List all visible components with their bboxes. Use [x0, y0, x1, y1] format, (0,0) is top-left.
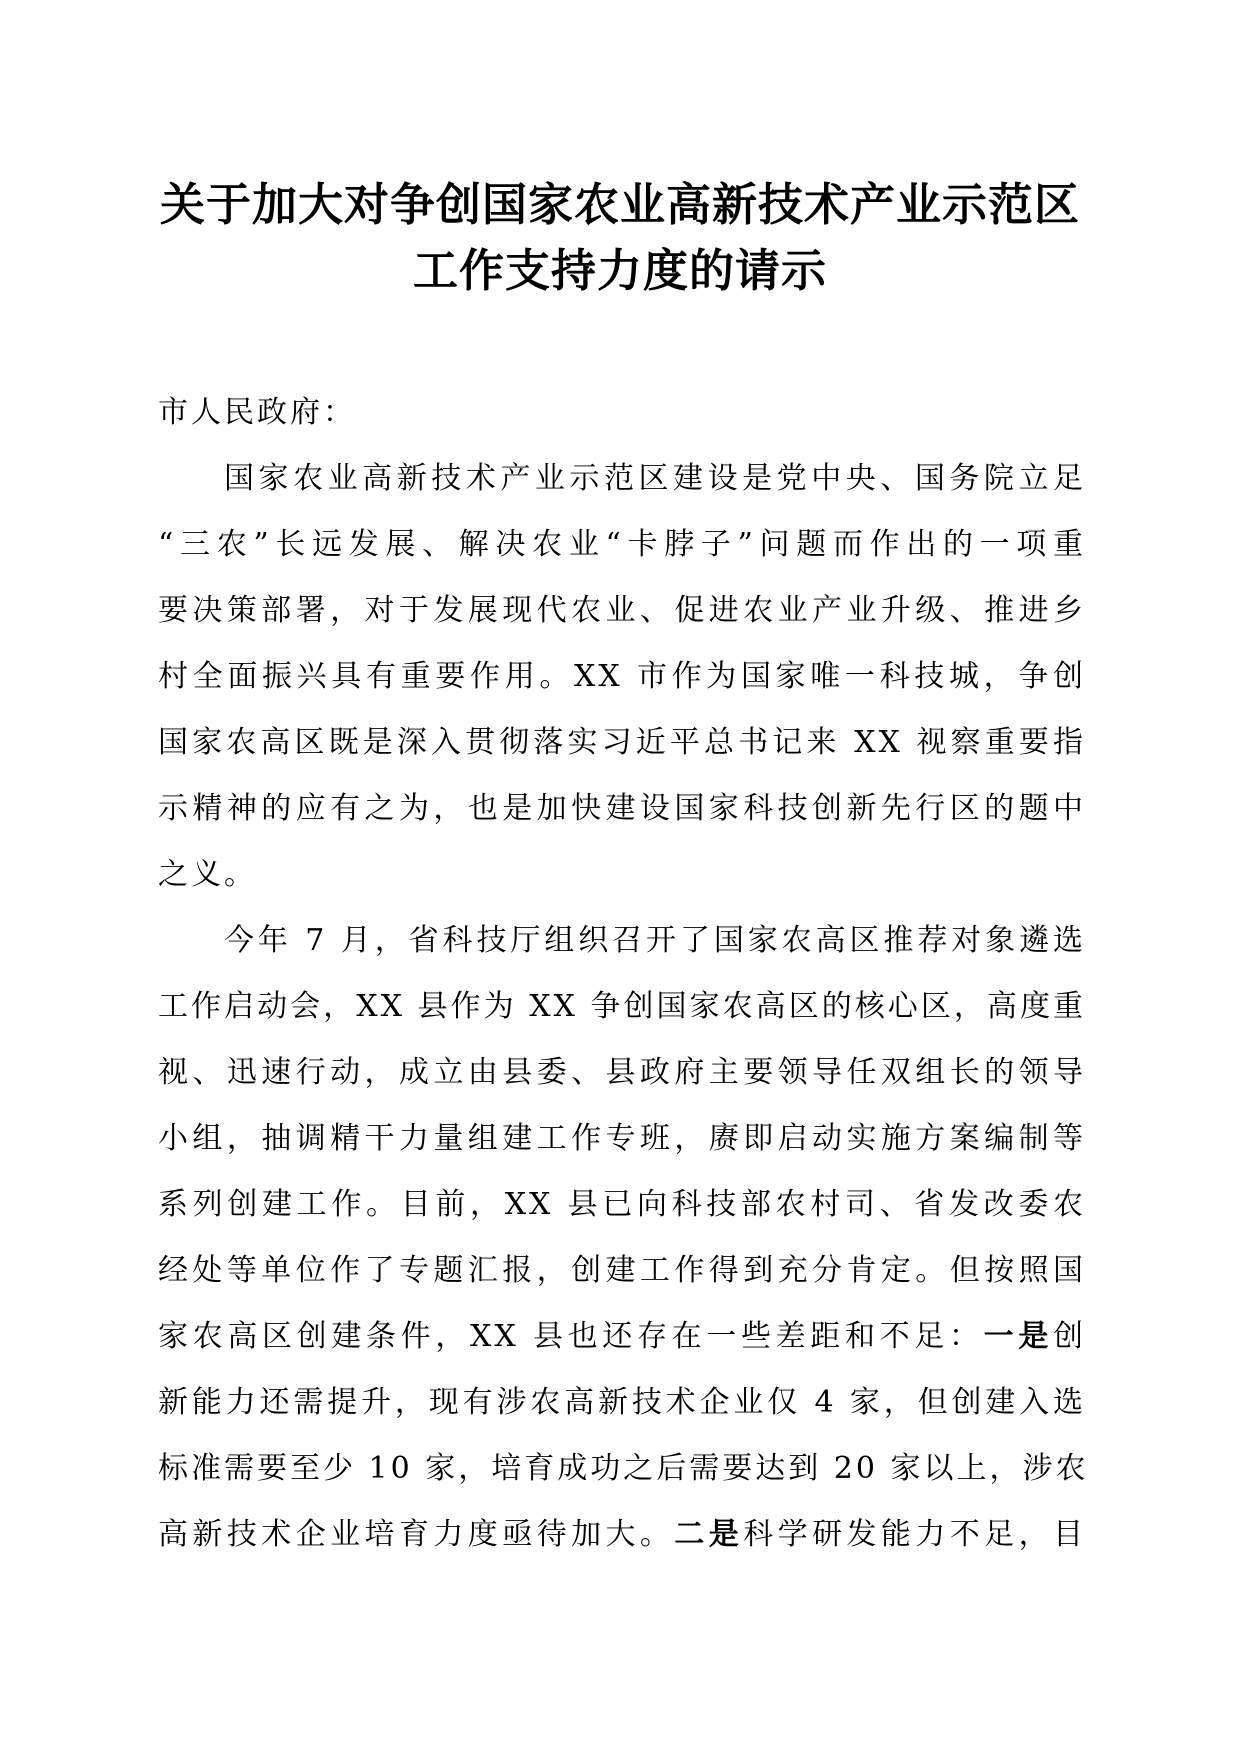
- paragraph-1-line: 国家农高区既是深入贯彻落实习近平总书记来 XX 视察重要指: [158, 725, 1086, 760]
- paragraph-2-line: 新能力还需提升，现有涉农高新技术企业仅 4 家，但创建入选: [158, 1385, 1086, 1420]
- paragraph-1-line: “三农”长远发展、解决农业“卡脖子”问题而作出的一项重: [158, 527, 1086, 562]
- title-line-2: 工作支持力度的请示: [412, 244, 827, 297]
- paragraph-2-line: 标准需要至少 10 家，培育成功之后需要达到 20 家以上，涉农: [158, 1451, 1089, 1486]
- paragraph-1-line: 村全面振兴具有重要作用。XX 市作为国家唯一科技城，争创: [158, 659, 1086, 694]
- emphasis-first: 一是: [983, 1319, 1053, 1354]
- paragraph-2-line: 工作启动会，XX 县作为 XX 争创国家农高区的核心区，高度重: [158, 989, 1086, 1024]
- emphasis-second: 二是: [674, 1517, 744, 1552]
- document-body: [158, 380, 1089, 1568]
- paragraph-1: [158, 446, 1086, 908]
- paragraph-2-line: [158, 1502, 1086, 1568]
- paragraph-2: [158, 908, 1089, 1568]
- document-title: [150, 172, 1090, 304]
- paragraph-2-line: 今年 7 月，省科技厅组织召开了国家农高区推荐对象遴选: [224, 923, 1086, 958]
- salutation: 市人民政府：: [158, 395, 356, 430]
- line-text: 科学研发能力不足，目: [743, 1517, 1087, 1552]
- line-text: 高新技术企业培育力度亟待加大。: [158, 1517, 675, 1552]
- paragraph-2-line: [158, 1304, 1086, 1370]
- line-text: 家农高区创建条件，XX 县也还存在一些差距和不足：: [158, 1319, 984, 1354]
- paragraph-1-line: 之义。: [158, 857, 257, 892]
- paragraph-2-line: 视、迅速行动，成立由县委、县政府主要领导任双组长的领导: [158, 1055, 1086, 1090]
- title-line-1: 关于加大对争创国家农业高新技术产业示范区: [159, 178, 1080, 231]
- paragraph-1-line: 国家农业高新技术产业示范区建设是党中央、国务院立足: [224, 461, 1086, 496]
- paragraph-2-line: 系列创建工作。目前，XX 县已向科技部农村司、省发改委农: [158, 1187, 1086, 1222]
- paragraph-1-line: 要决策部署，对于发展现代农业、促进农业产业升级、推进乡: [158, 593, 1086, 628]
- paragraph-1-line: 示精神的应有之为，也是加快建设国家科技创新先行区的题中: [158, 791, 1086, 826]
- paragraph-2-line: 小组，抽调精干力量组建工作专班，赓即启动实施方案编制等: [158, 1121, 1086, 1156]
- line-text: 创: [1053, 1319, 1086, 1354]
- paragraph-2-line: 经处等单位作了专题汇报，创建工作得到充分肯定。但按照国: [158, 1253, 1086, 1288]
